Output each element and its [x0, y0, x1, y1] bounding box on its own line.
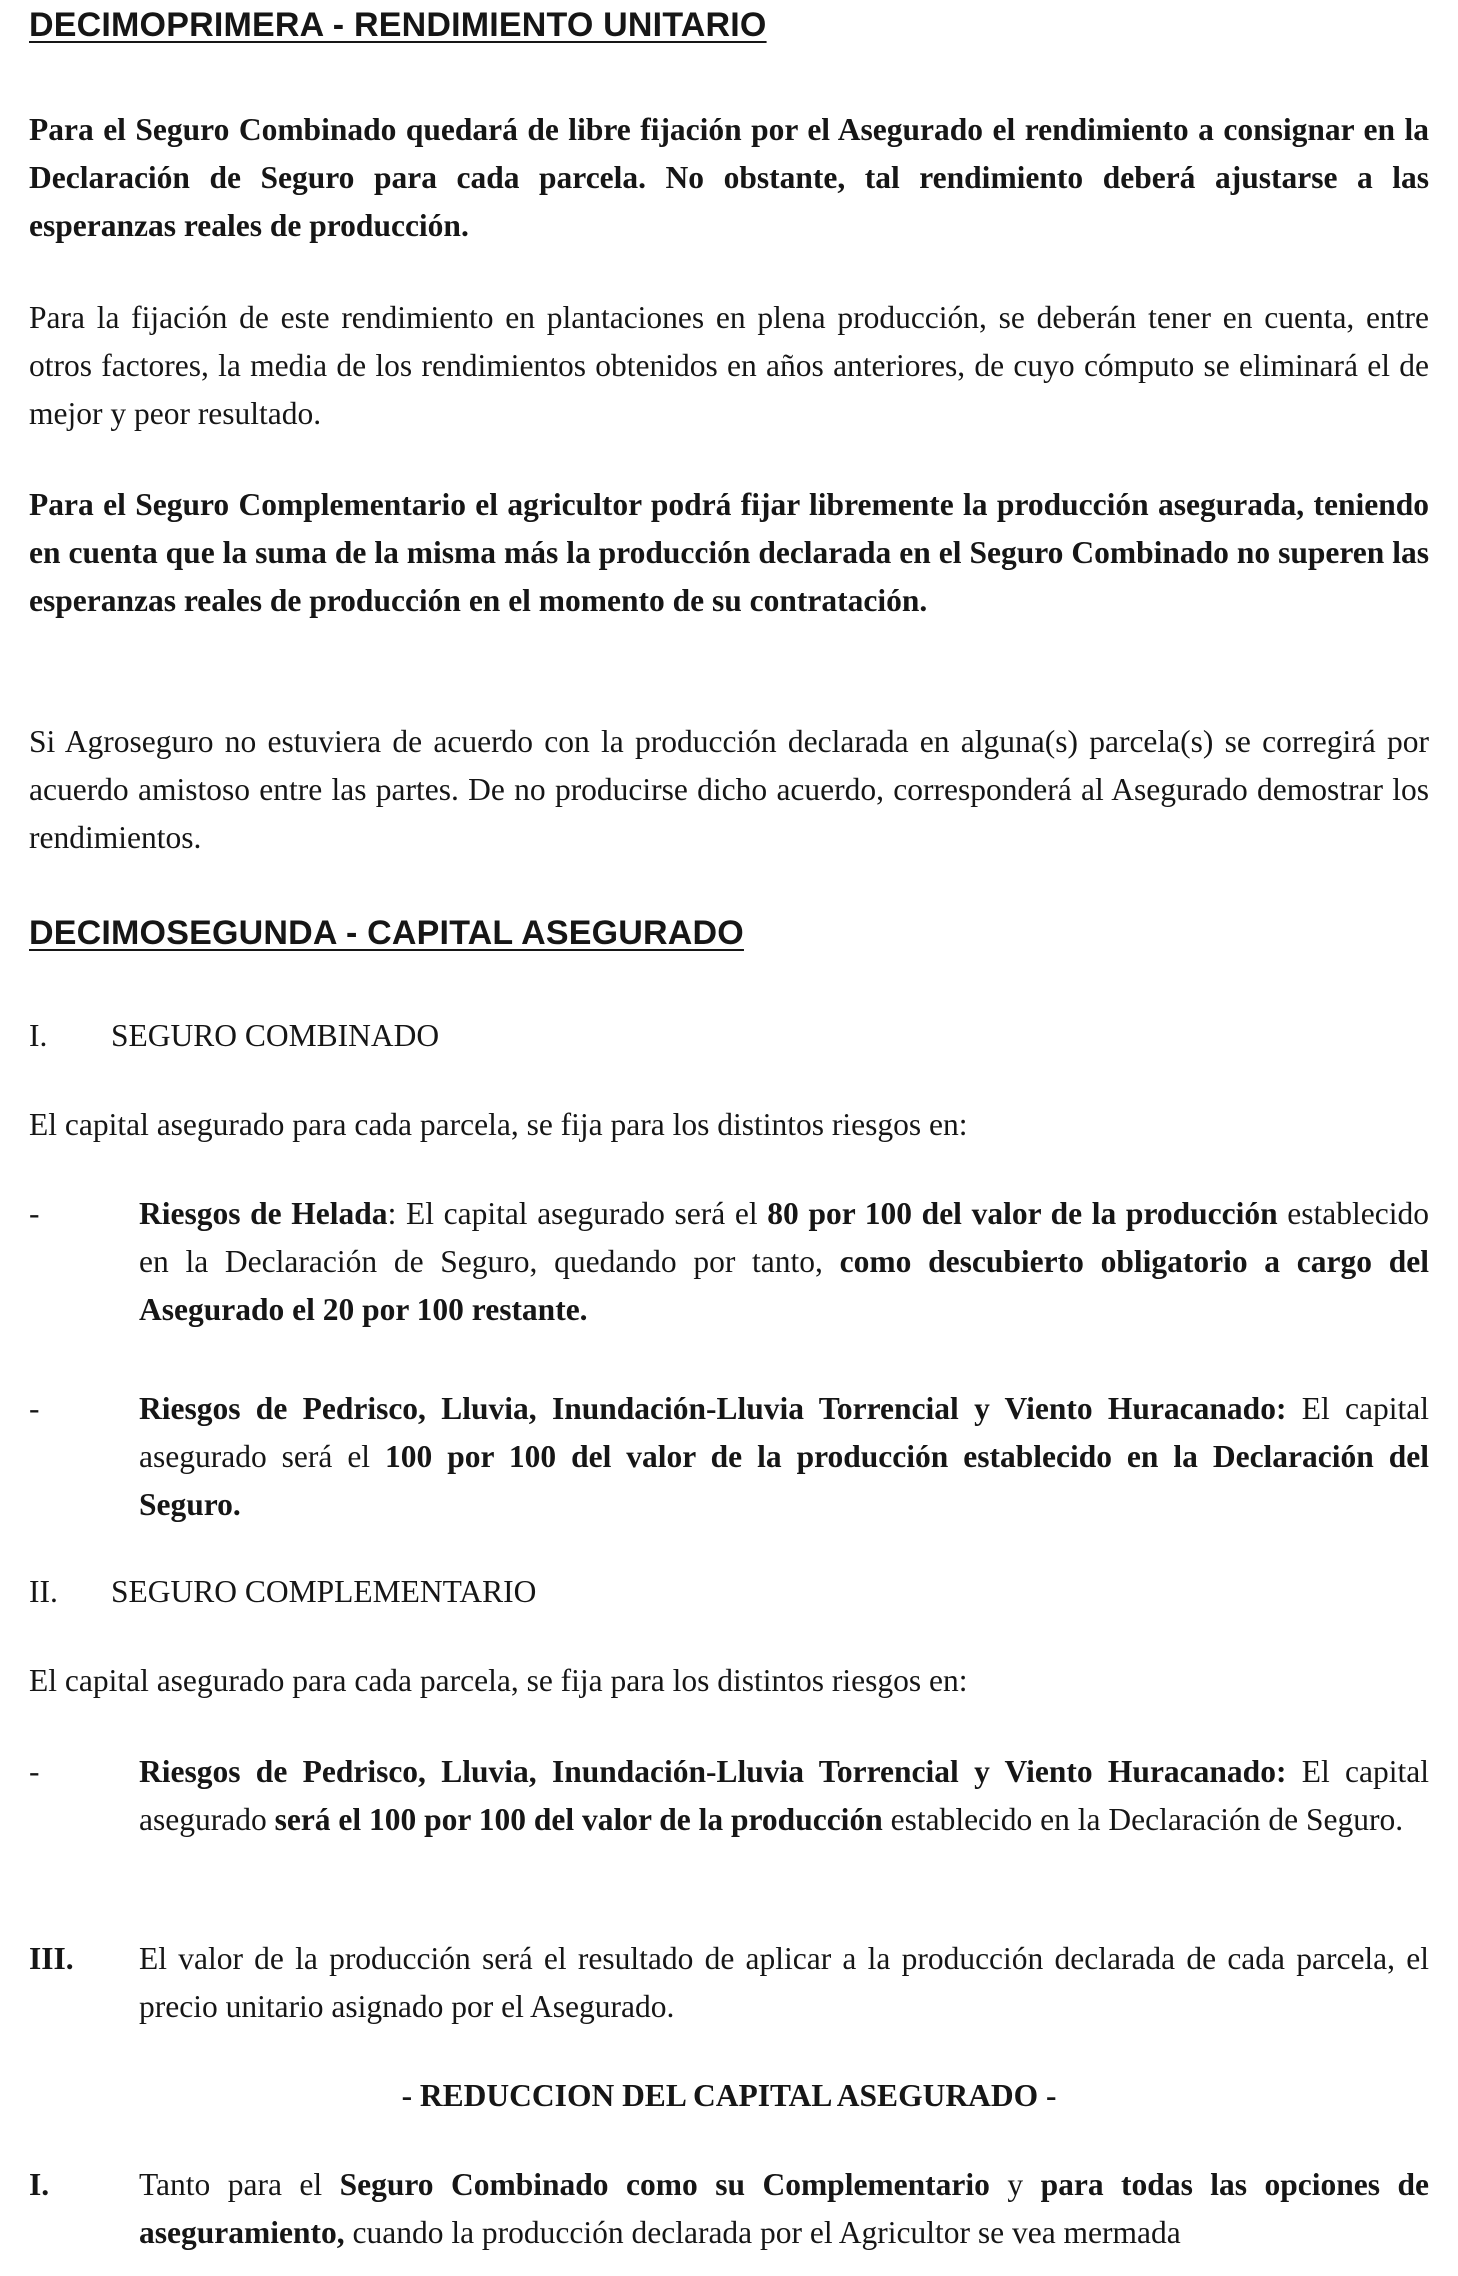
- bullet-text: Riesgos de Pedrisco, Lluvia, Inundación-Lluvia Torrencial y Viento Huracanado: El capital asegurado será el 100 por 100 del valor de la producción establecido en la Declaración de Seguro.: [139, 1754, 1429, 1837]
- paragraph-agroseguro: Si Agroseguro no estuviera de acuerdo con la producción declarada en alguna(s) parcela(s) se corregirá por acuerdo amistoso entre las partes. De no producirse dicho acuerdo, corresponderá al Asegurado demostrar los rendimientos.: [29, 724, 1429, 855]
- paragraph-seguro-combinado: Para el Seguro Combinado quedará de libre fijación por el Asegurado el rendimiento a consignar en la Declaración de Seguro para cada parcela. No obstante, tal rendimiento deberá ajustarse a las esperanzas reales de producción.: [29, 112, 1429, 243]
- section-title-rendimiento: DECIMOPRIMERA - RENDIMIENTO UNITARIO: [29, 6, 767, 44]
- section-title-capital: DECIMOSEGUNDA - CAPITAL ASEGURADO: [29, 914, 744, 952]
- subheading-seguro-combinado: [29, 1012, 439, 1060]
- item-number: III.: [29, 1941, 74, 1976]
- subheading-label: SEGURO COMPLEMENTARIO: [111, 1574, 537, 1609]
- bullet-dash: -: [29, 1754, 40, 1789]
- subheading-number: II.: [29, 1574, 58, 1609]
- bullet-dash: -: [29, 1196, 40, 1231]
- paragraph-seguro-complementario: Para el Seguro Complementario el agricultor podrá fijar libremente la producción asegurada, teniendo en cuenta que la suma de la misma más la producción declarada en el Seguro Combinado no superen las esperanzas reales de producción en el momento de su contratación.: [29, 487, 1429, 618]
- intro-capital-combinado: El capital asegurado para cada parcela, se fija para los distintos riesgos en:: [29, 1107, 968, 1142]
- paragraph-fijacion-rendimiento: Para la fijación de este rendimiento en plantaciones en plena producción, se deberán tener en cuenta, entre otros factores, la media de los rendimientos obtenidos en años anteriores, de cuyo cómputo se eliminará el de mejor y peor resultado.: [29, 300, 1429, 431]
- intro-capital-complementario: El capital asegurado para cada parcela, se fija para los distintos riesgos en:: [29, 1663, 968, 1698]
- bullet-dash: -: [29, 1391, 40, 1426]
- bullet-text: Riesgos de Pedrisco, Lluvia, Inundación-Lluvia Torrencial y Viento Huracanado: El capital asegurado será el 100 por 100 del valor de la producción establecido en la Declaración del Seguro.: [139, 1391, 1429, 1522]
- subheading-number: I.: [29, 1018, 48, 1053]
- item-number: I.: [29, 2167, 50, 2202]
- bullet-text: Riesgos de Helada: El capital asegurado será el 80 por 100 del valor de la producción establecido en la Declaración de Seguro, quedando por tanto, como descubierto obligatorio a cargo del Asegurado el 20 por 100 restante.: [139, 1196, 1429, 1327]
- item-text: El valor de la producción será el resultado de aplicar a la producción declarada de cada parcela, el precio unitario asignado por el Asegurado.: [139, 1941, 1429, 2024]
- subheading-label: SEGURO COMBINADO: [111, 1018, 440, 1053]
- item-text: Tanto para el Seguro Combinado como su Complementario y para todas las opciones de aseguramiento, cuando la producción declarada por el Agricultor se vea mermada: [139, 2167, 1429, 2250]
- reduccion-title: - REDUCCION DEL CAPITAL ASEGURADO -: [401, 2078, 1057, 2113]
- subheading-seguro-complementario: [29, 1568, 536, 1616]
